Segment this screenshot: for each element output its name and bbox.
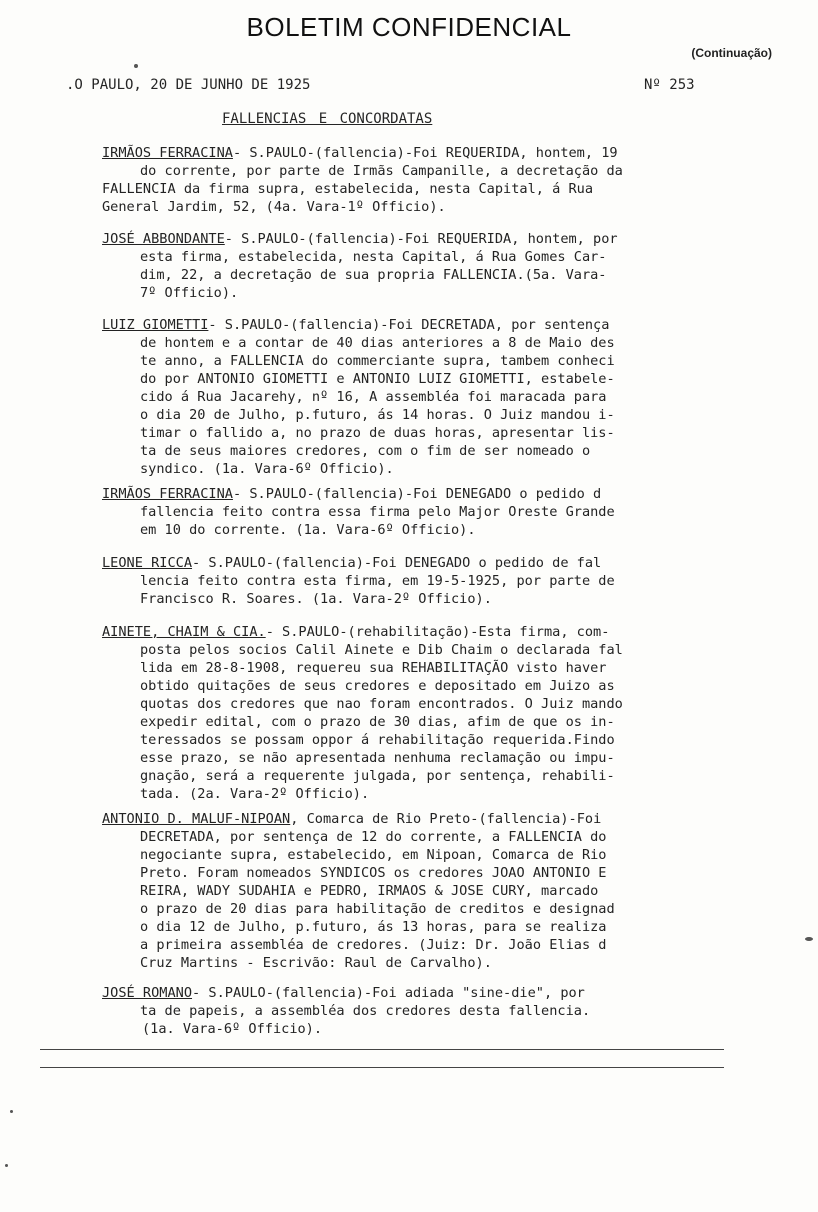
entry-line: dim, 22, a decretação de sua propria FALLENCIA.(5a. Vara-: [140, 267, 607, 283]
entry-line: quotas dos credores que nao foram encontrados. O Juiz mando: [140, 696, 623, 712]
entry-line: o dia 20 de Julho, p.futuro, ás 14 horas. O Juiz mandou i-: [140, 407, 615, 423]
entry-line: FALLENCIA da firma supra, estabelecida, nesta Capital, á Rua: [102, 181, 594, 197]
entry-head: LEONE RICCA: [102, 555, 193, 571]
entry-line: fallencia feito contra essa firma pelo Major Oreste Grande: [140, 504, 615, 520]
entry-line: IRMÃOS FERRACINA- S.PAULO-(fallencia)-Foi DENEGADO o pedido d: [102, 486, 602, 502]
entry-line: REIRA, WADY SUDAHIA e PEDRO, IRMAOS & JOSE CURY, marcado: [140, 883, 599, 899]
entry-line: do corrente, por parte de Irmãs Campanille, a decretação da: [140, 163, 623, 179]
entry-line: gnação, será a requerente julgada, por sentença, rehabili-: [140, 768, 615, 784]
entry-line: o dia 12 de Julho, p.futuro, ás 13 horas, para se realiza: [140, 919, 607, 935]
entry-line: lida em 28-8-1908, requereu sua REHABILITAÇÃO visto haver: [140, 660, 607, 676]
section-title: FALLENCIAS E CONCORDATAS: [222, 111, 433, 127]
entry-line: syndico. (1a. Vara-6º Officio).: [140, 461, 394, 477]
entry-line: ta de papeis, a assembléa dos credores desta fallencia.: [140, 1003, 591, 1019]
scan-speck: [5, 1164, 8, 1167]
entry-line: LUIZ GIOMETTI- S.PAULO-(fallencia)-Foi DECRETADA, por sentença: [102, 317, 610, 333]
continuation-label: (Continuação): [691, 46, 772, 60]
entry-line: teressados se possam oppor á rehabilitação requerida.Findo: [140, 732, 615, 748]
entry-line: em 10 do corrente. (1a. Vara-6º Officio).: [140, 522, 476, 538]
closing-rule-top: [40, 1049, 724, 1050]
entry-line: do por ANTONIO GIOMETTI e ANTONIO LUIZ GIOMETTI, estabele-: [140, 371, 615, 387]
entry-head: ANTONIO D. MALUF-NIPOAN: [102, 811, 291, 827]
entry-head: LUIZ GIOMETTI: [102, 317, 209, 333]
entry-line: 7º Officio).: [140, 285, 239, 301]
entry-line: (1a. Vara-6º Officio).: [142, 1021, 323, 1037]
entry-line: DECRETADA, por sentença de 12 do corrente, a FALLENCIA do: [140, 829, 607, 845]
entry-line: IRMÃOS FERRACINA- S.PAULO-(fallencia)-Foi REQUERIDA, hontem, 19: [102, 145, 618, 161]
entry-line: de hontem e a contar de 40 dias anteriores a 8 de Maio des: [140, 335, 615, 351]
scan-speck: [134, 64, 138, 68]
entry-line: esse prazo, se não apresentada nenhuma reclamação ou impu-: [140, 750, 615, 766]
entry-head: AINETE, CHAIM & CIA.: [102, 624, 266, 640]
entry-line: JOSÉ ROMANO- S.PAULO-(fallencia)-Foi adiada "sine-die", por: [102, 985, 585, 1001]
entry-line: posta pelos socios Calil Ainete e Dib Chaim o declarada fal: [140, 642, 623, 658]
entry-line: a primeira assembléa de credores. (Juiz: Dr. João Elias d: [140, 937, 607, 953]
entry-line: o prazo de 20 dias para habilitação de creditos e designad: [140, 901, 615, 917]
entry-line: AINETE, CHAIM & CIA.- S.PAULO-(rehabilitação)-Esta firma, com-: [102, 624, 610, 640]
dateline: .O PAULO, 20 DE JUNHO DE 1925: [66, 77, 311, 93]
entry-line: te anno, a FALLENCIA do commerciante supra, tambem conheci: [140, 353, 615, 369]
entry-line: expedir edital, com o prazo de 30 dias, afim de que os in-: [140, 714, 615, 730]
entry-line: negociante supra, estabelecido, em Nipoan, Comarca de Rio: [140, 847, 607, 863]
entry-line: General Jardim, 52, (4a. Vara-1º Officio).: [102, 199, 446, 215]
entry-head: IRMÃOS FERRACINA: [102, 145, 233, 161]
entry-line: tada. (2a. Vara-2º Officio).: [140, 786, 370, 802]
entry-line: Francisco R. Soares. (1a. Vara-2º Officio).: [140, 591, 492, 607]
entry-line: obtido quitações de seus credores e depositado em Juizo as: [140, 678, 615, 694]
entry-line: Cruz Martins - Escrivão: Raul de Carvalho).: [140, 955, 492, 971]
entry-line: JOSÉ ABBONDANTE- S.PAULO-(fallencia)-Foi REQUERIDA, hontem, por: [102, 231, 618, 247]
bulletin-number: Nº 253: [644, 77, 695, 93]
closing-rule-bottom: [40, 1067, 724, 1068]
entry-line: ta de seus maiores credores, com o fim de ser nomeado o: [140, 443, 591, 459]
bulletin-title: BOLETIM CONFIDENCIAL: [246, 12, 572, 42]
entry-line: ANTONIO D. MALUF-NIPOAN, Comarca de Rio Preto-(fallencia)-Foi: [102, 811, 602, 827]
entry-head: JOSÉ ABBONDANTE: [102, 231, 225, 247]
scan-speck: [10, 1110, 13, 1113]
entry-line: esta firma, estabelecida, nesta Capital, á Rua Gomes Car-: [140, 249, 607, 265]
entry-head: IRMÃOS FERRACINA: [102, 486, 233, 502]
entry-head: JOSÉ ROMANO: [102, 985, 193, 1001]
entry-line: timar o fallido a, no prazo de duas horas, apresentar lis-: [140, 425, 615, 441]
entry-line: Preto. Foram nomeados SYNDICOS os credores JOAO ANTONIO E: [140, 865, 607, 881]
scan-speck: [805, 937, 813, 941]
entry-line: lencia feito contra esta firma, em 19-5-1925, por parte de: [140, 573, 615, 589]
entry-line: LEONE RICCA- S.PAULO-(fallencia)-Foi DENEGADO o pedido de fal: [102, 555, 602, 571]
entry-line: cido á Rua Jacarehy, nº 16, A assembléa foi maracada para: [140, 389, 607, 405]
